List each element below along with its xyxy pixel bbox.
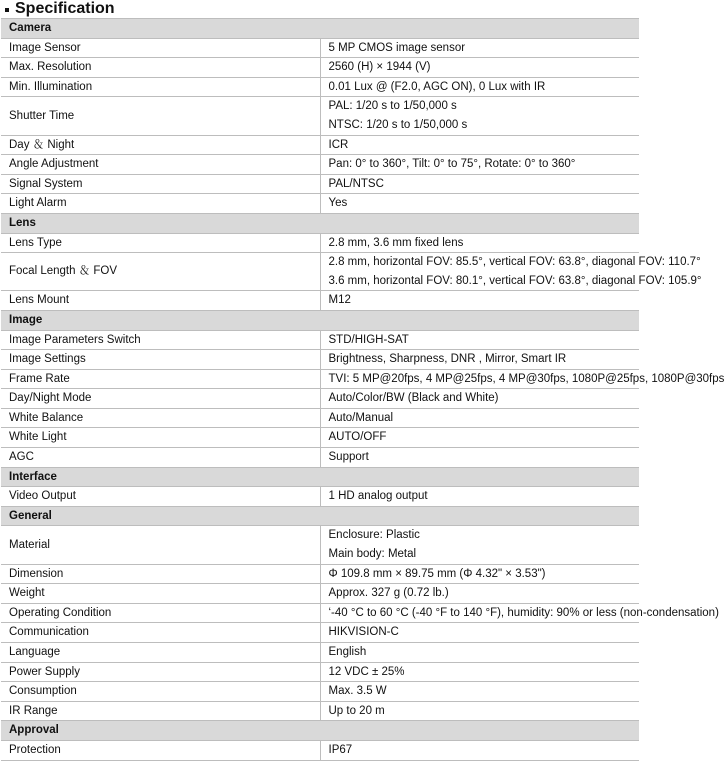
table-row (1, 584, 639, 604)
spec-value: Φ 109.8 mm × 89.75 mm (Φ 4.32" × 3.53") (320, 564, 639, 584)
section-header (1, 310, 639, 330)
spec-value: Brightness, Sharpness, DNR , Mirror, Smart IR (320, 350, 639, 370)
section-title: Interface (1, 467, 639, 487)
spec-label: Image Sensor (1, 38, 320, 58)
table-row (1, 369, 639, 389)
spec-value: Pan: 0° to 360°, Tilt: 0° to 75°, Rotate: 0° to 360° (320, 155, 639, 175)
table-row (1, 58, 639, 78)
spec-value: Support (320, 448, 639, 468)
table-row (1, 662, 639, 682)
table-row (1, 487, 639, 507)
section-title: Approval (1, 721, 639, 741)
table-row (1, 603, 639, 623)
section-header (1, 506, 639, 526)
spec-value: TVI: 5 MP@20fps, 4 MP@25fps, 4 MP@30fps, 1080P@25fps, 1080P@30fps (320, 369, 639, 389)
spec-value (320, 253, 702, 291)
spec-label: Lens Type (1, 233, 320, 253)
page-title-text: Specification (15, 0, 115, 17)
table-row (1, 701, 639, 721)
spec-label: Max. Resolution (1, 58, 320, 78)
spec-value: 5 MP CMOS image sensor (320, 38, 639, 58)
spec-label: Image Settings (1, 350, 320, 370)
page-title (0, 0, 640, 18)
spec-label: AGC (1, 448, 320, 468)
spec-value: Up to 20 m (320, 701, 639, 721)
section-title: Camera (1, 19, 639, 39)
spec-label: Communication (1, 623, 320, 643)
spec-label: Consumption (1, 682, 320, 702)
spec-label: Dimension (1, 564, 320, 584)
spec-value: Auto/Manual (320, 408, 639, 428)
spec-value: ICR (320, 135, 639, 155)
table-row (1, 135, 639, 155)
bullet-icon (5, 8, 9, 12)
spec-value (320, 526, 639, 564)
spec-label: IR Range (1, 701, 320, 721)
spec-value: Approx. 327 g (0.72 lb.) (320, 584, 639, 604)
table-row (1, 253, 639, 291)
spec-value: STD/HIGH-SAT (320, 330, 639, 350)
table-row (1, 643, 639, 663)
section-header (1, 19, 639, 39)
section-header (1, 467, 639, 487)
table-row (1, 97, 639, 135)
table-row (1, 174, 639, 194)
spec-label: Light Alarm (1, 194, 320, 214)
specification-table (1, 18, 724, 761)
table-row (1, 564, 639, 584)
spec-value: 2.8 mm, 3.6 mm fixed lens (320, 233, 639, 253)
spec-value-line: NTSC: 1/20 s to 1/50,000 s (328, 118, 468, 131)
table-row (1, 77, 639, 97)
spec-label: Day ＆ Night (1, 135, 320, 155)
spec-value: Yes (320, 194, 639, 214)
spec-label: Language (1, 643, 320, 663)
table-row (1, 291, 639, 311)
table-row (1, 330, 639, 350)
spec-label: Material (1, 526, 320, 564)
spec-label: Min. Illumination (1, 77, 320, 97)
spec-value: 1 HD analog output (320, 487, 639, 507)
table-row (1, 428, 639, 448)
spec-value: 0.01 Lux @ (F2.0, AGC ON), 0 Lux with IR (320, 77, 639, 97)
spec-label: Shutter Time (1, 97, 320, 135)
table-row (1, 155, 639, 175)
section-header (1, 721, 639, 741)
spec-value-line: PAL: 1/20 s to 1/50,000 s (328, 100, 457, 113)
spec-value-line: Main body: Metal (328, 548, 417, 561)
spec-value: 12 VDC ± 25% (320, 662, 639, 682)
section-header (1, 213, 639, 233)
spec-label: Frame Rate (1, 369, 320, 389)
table-row (1, 682, 639, 702)
spec-label: Video Output (1, 487, 320, 507)
table-row (1, 526, 639, 564)
spec-value: IP67 (320, 740, 639, 760)
spec-value: 2560 (H) × 1944 (V) (320, 58, 639, 78)
spec-label: Operating Condition (1, 603, 320, 623)
spec-label: Protection (1, 740, 320, 760)
table-row (1, 194, 639, 214)
spec-label: Weight (1, 584, 320, 604)
table-row (1, 408, 639, 428)
spec-label: Day/Night Mode (1, 389, 320, 409)
spec-label: Angle Adjustment (1, 155, 320, 175)
spec-value: AUTO/OFF (320, 428, 639, 448)
spec-label: Focal Length ＆ FOV (1, 253, 320, 291)
spec-value: HIKVISION-C (320, 623, 639, 643)
section-title: Image (1, 310, 639, 330)
spec-value-line: 3.6 mm, horizontal FOV: 80.1°, vertical FOV: 63.8°, diagonal FOV: 105.9° (328, 274, 702, 287)
table-row (1, 448, 639, 468)
table-row (1, 623, 639, 643)
section-title: General (1, 506, 639, 526)
spec-value: M12 (320, 291, 639, 311)
spec-label: Image Parameters Switch (1, 330, 320, 350)
table-row (1, 350, 639, 370)
table-row (1, 389, 639, 409)
spec-value: PAL/NTSC (320, 174, 639, 194)
spec-label: White Balance (1, 408, 320, 428)
spec-value: Max. 3.5 W (320, 682, 639, 702)
table-row (1, 740, 639, 760)
spec-label: Lens Mount (1, 291, 320, 311)
section-title: Lens (1, 213, 639, 233)
spec-value: Auto/Color/BW (Black and White) (320, 389, 639, 409)
spec-label: Power Supply (1, 662, 320, 682)
spec-value: ‘-40 °C to 60 °C (-40 °F to 140 °F), humidity: 90% or less (non-condensation) (320, 603, 639, 623)
spec-value (320, 97, 639, 135)
table-row (1, 38, 639, 58)
spec-label: White Light (1, 428, 320, 448)
spec-value-line: 2.8 mm, horizontal FOV: 85.5°, vertical FOV: 63.8°, diagonal FOV: 110.7° (328, 256, 701, 269)
spec-value: English (320, 643, 639, 663)
spec-value-line: Enclosure: Plastic (328, 529, 420, 542)
spec-label: Signal System (1, 174, 320, 194)
table-row (1, 233, 639, 253)
